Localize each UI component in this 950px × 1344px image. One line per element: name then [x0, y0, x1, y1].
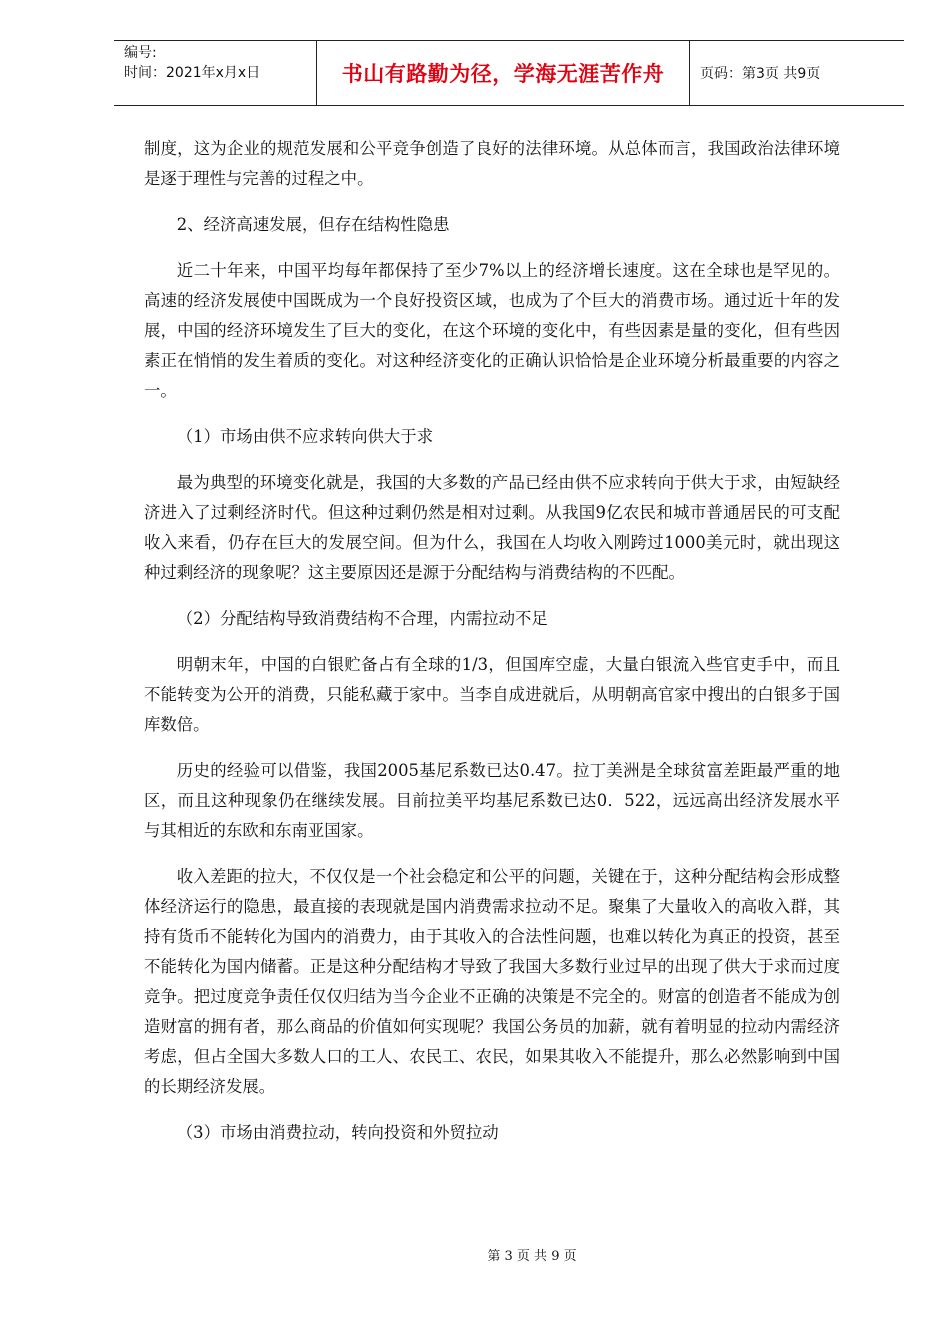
- subsection-heading: （3）市场由消费拉动，转向投资和外贸拉动: [176, 1123, 499, 1142]
- paragraph: 最为典型的环境变化就是，我国的大多数的产品已经由供不应求转向于供大于求，由短缺经济进入了过剩经济时代。但这种过剩仍然是相对过剩。从我国9亿农民和城市普通居民的可支配收入来看，仍存在巨大的发展空间。但为什么，我国在人均收入刚跨过1000美元时，就出现这种过剩经济的现象呢？这主要原因还是源于分配结构与消费结构的不匹配。: [144, 473, 840, 582]
- paragraph-continuation: 制度，这为企业的规范发展和公平竞争创造了良好的法律环境。从总体而言，我国政治法律环境是逐于理性与完善的过程之中。: [144, 139, 840, 188]
- time-label: 时间：2021年x月x日: [124, 65, 261, 81]
- header-page-info: 页码：第3页 共9页: [700, 66, 821, 82]
- serial-label: 编号:: [124, 45, 157, 61]
- header-motto: 书山有路勤为径，学海无涯苦作舟: [316, 41, 690, 105]
- paragraph: 收入差距的拉大，不仅仅是一个社会稳定和公平的问题，关键在于，这种分配结构会形成整体经济运行的隐患，最直接的表现就是国内消费需求拉动不足。聚集了大量收入的高收入群，其持有货币不能转化为国内的消费力，由于其收入的合法性问题，也难以转化为真正的投资，甚至不能转化为国内储蓄。正是这种分配结构才导致了我国大多数行业过早的出现了供大于求而过度竞争。把过度竞争责任仅仅归结为当今企业不正确的决策是不完全的。财富的创造者不能成为创造财富的拥有者，那么商品的价值如何实现呢？我国公务员的加薪，就有着明显的拉动内需经济考虑，但占全国大多数人口的工人、农民工、农民，如果其收入不能提升，那么必然影响到中国的长期经济发展。: [144, 867, 840, 1096]
- subsection-heading: （2）分配结构导致消费结构不合理，内需拉动不足: [176, 609, 548, 628]
- document-body: [144, 134, 840, 1164]
- paragraph: 历史的经验可以借鉴，我国2005基尼系数已达0.47。拉丁美洲是全球贫富差距最严重的地区，而且这种现象仍在继续发展。目前拉美平均基尼系数已达0．522，远远高出经济发展水平与其相近的东欧和东南亚国家。: [144, 761, 840, 840]
- paragraph: 近二十年来，中国平均每年都保持了至少7%以上的经济增长速度。这在全球也是罕见的。高速的经济发展使中国既成为一个良好投资区域，也成为了个巨大的消费市场。通过近十年的发展，中国的经济环境发生了巨大的变化，在这个环境的变化中，有些因素是量的变化，但有些因素正在悄悄的发生着质的变化。对这种经济变化的正确认识恰恰是企业环境分析最重要的内容之一。: [144, 261, 840, 400]
- page-header: [114, 40, 904, 106]
- subsection-heading: （1）市场由供不应求转向供大于求: [176, 427, 434, 446]
- paragraph: 明朝末年，中国的白银贮备占有全球的1/3，但国库空虚，大量白银流入些官吏手中，而且不能转变为公开的消费，只能私藏于家中。当李自成进就后，从明朝高官家中搜出的白银多于国库数倍。: [144, 655, 840, 734]
- page-footer: 第 3 页 共 9 页: [487, 1249, 577, 1264]
- header-meta: [114, 41, 316, 105]
- section-heading: 2、经济高速发展，但存在结构性隐患: [176, 215, 450, 234]
